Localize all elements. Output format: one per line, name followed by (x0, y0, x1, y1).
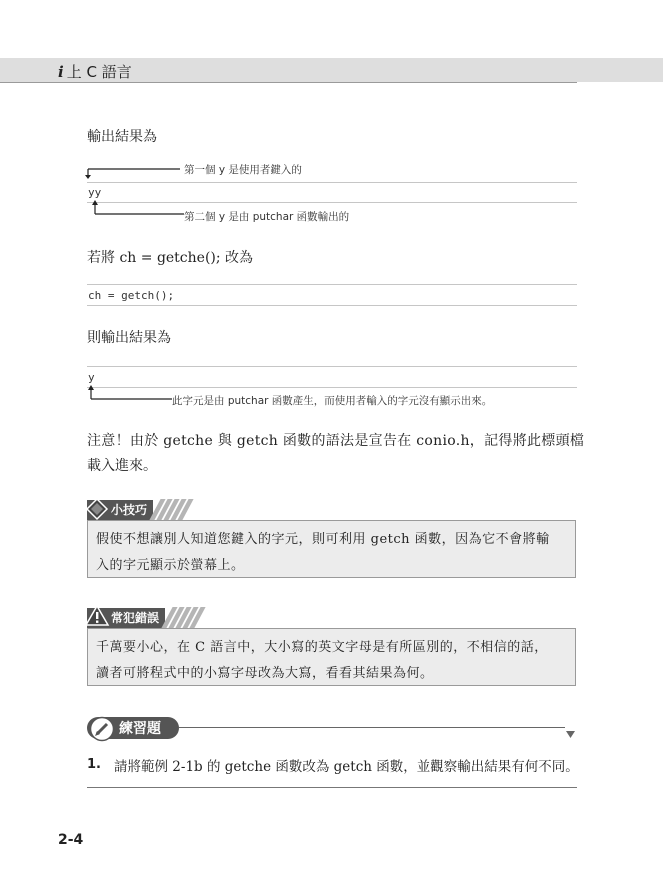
annotation-second-y: 第二個 y 是由 putchar 函數輸出的 (184, 211, 350, 223)
header-italic-letter: i (58, 63, 64, 81)
tip-line-2: 入的字元顯示於螢幕上。 (96, 558, 245, 573)
exercise-header (87, 715, 577, 743)
pencil-icon (89, 716, 115, 742)
mistake-tab (87, 607, 200, 628)
replace-heading: 若將 ch = getche(); 改為 (87, 250, 254, 266)
code-line: ch = getch(); (88, 289, 175, 302)
arrow-up-icon (88, 199, 188, 219)
exercise-header-line (179, 727, 565, 728)
notice-line-2: 載入進來。 (87, 458, 157, 474)
mistake-label: 常犯錯誤 (87, 608, 165, 629)
mistake-box (87, 628, 576, 686)
output-y: y (88, 371, 95, 384)
tip-label: 小技巧 (87, 500, 153, 521)
annotation-first-y: 第一個 y 是使用者鍵入的 (184, 164, 302, 176)
output-heading: 輸出結果為 (87, 129, 157, 145)
header-title: 上 C 語言 (66, 63, 132, 81)
output-yy: yy (88, 186, 102, 199)
result-heading: 則輸出結果為 (87, 330, 171, 346)
arrow-down-icon (84, 164, 184, 180)
annotation-y-hidden: 此字元是由 putchar 函數產生，而使用者輸入的字元沒有顯示出來。 (172, 395, 493, 407)
exercise-number: 1. (87, 757, 101, 772)
tip-line-1: 假使不想讓別人知道您鍵入的字元，則可利用 getch 函數，因為它不會將輸 (96, 532, 550, 547)
mistake-line-1: 千萬要小心，在 C 語言中，大小寫的英文字母是有所區別的，不相信的話， (96, 640, 548, 655)
code-box-top-rule (87, 284, 577, 285)
tip-box (87, 520, 576, 578)
output-box-top-rule (87, 182, 577, 183)
diamond-icon (84, 497, 110, 521)
triangle-down-icon (566, 731, 576, 739)
arrow-up-icon (86, 384, 176, 404)
result-box-top-rule (87, 366, 577, 367)
exercise-label: 練習題 (119, 721, 161, 737)
exercise-bottom-rule (87, 787, 577, 788)
page-number: 2-4 (58, 832, 84, 848)
code-box-bottom-rule (87, 305, 577, 306)
tip-tab (87, 499, 188, 520)
header-divider (0, 82, 577, 83)
notice-line-1: 注意！由於 getche 與 getch 函數的語法是宣告在 conio.h，記得將此標頭檔 (87, 433, 585, 449)
warning-icon (84, 604, 110, 628)
exercise-text: 請將範例 2-1b 的 getche 函數改為 getch 函數，並觀察輸出結果有何不同。 (114, 759, 579, 775)
mistake-line-2: 讀者可將程式中的小寫字母改為大寫，看看其結果為何。 (96, 666, 434, 681)
chapter-header (58, 61, 132, 82)
